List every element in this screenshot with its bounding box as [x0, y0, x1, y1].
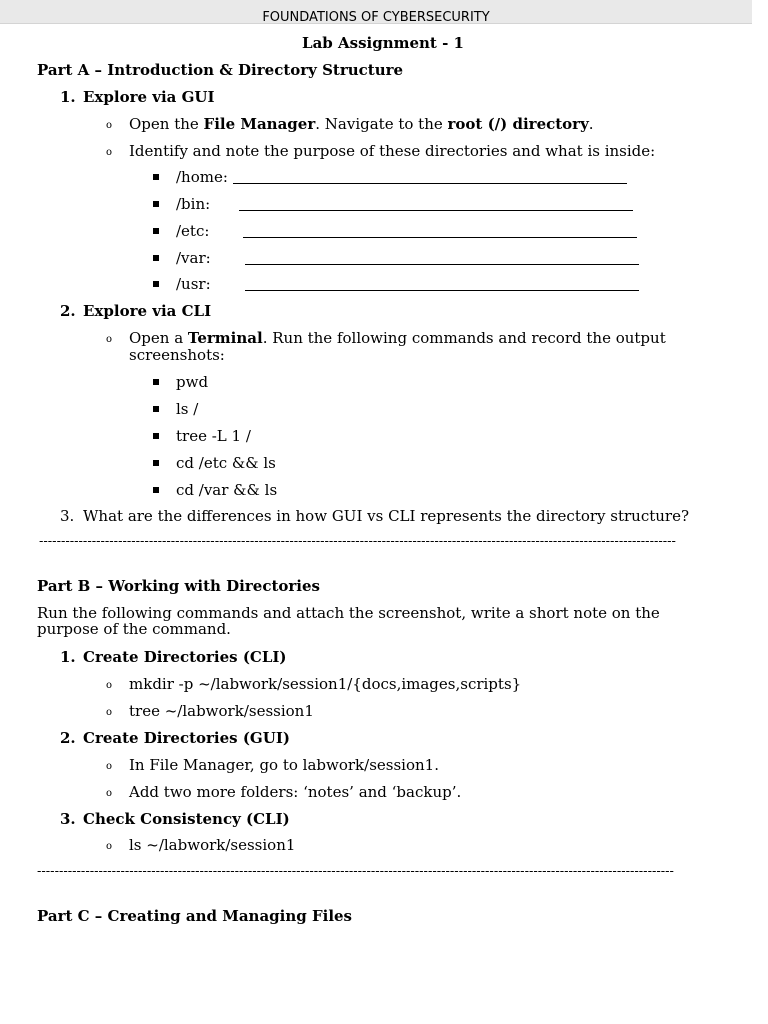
square-bullet-icon: [153, 487, 159, 493]
answer-blank: [243, 224, 637, 238]
section-separator: -------------------------------------------------------------------------------------------------------------------------------------------------: [39, 534, 676, 549]
answer-blank: [245, 251, 639, 265]
part-c-heading: Part C – Creating and Managing Files: [37, 907, 352, 925]
document-header: [0, 0, 752, 24]
circle-bullet-icon: o: [106, 334, 113, 345]
answer-blank: [245, 277, 639, 291]
dir-item-var: /var:: [153, 249, 639, 267]
part-b-item-1: [60, 648, 287, 666]
square-bullet-icon: [153, 255, 159, 261]
part-a-heading: Part A – Introduction & Directory Structure: [37, 61, 404, 79]
part-b-item-3-num: 3.: [60, 810, 76, 828]
dir-item-home: /home:: [153, 168, 627, 186]
part-b-item-3: [60, 810, 290, 828]
part-b-heading: Part B – Working with Directories: [37, 577, 320, 595]
square-bullet-icon: [153, 460, 159, 466]
part-b-item-3-label: Check Consistency (CLI): [83, 810, 290, 828]
square-bullet-icon: [153, 228, 159, 234]
bullet-open-file-manager: o Open the File Manager. Navigate to the root (/) directory.: [106, 115, 594, 133]
part-a-item-1-label: Explore via GUI: [83, 88, 215, 106]
cmd-item: o mkdir -p ~/labwork/session1/{docs,images,scripts}: [106, 675, 522, 693]
dir-item-usr: /usr:: [153, 275, 639, 293]
square-bullet-icon: [153, 174, 159, 180]
cmd-item: o ls ~/labwork/session1: [106, 836, 296, 854]
part-b-intro: Run the following commands and attach the screenshot, write a short note on the purpose of the command.: [37, 604, 660, 638]
circle-bullet-icon: o: [106, 707, 113, 718]
answer-blank: [233, 170, 627, 184]
part-b-item-2-num: 2.: [60, 729, 76, 747]
part-a-item-2-num: 2.: [60, 302, 76, 320]
bullet-open-terminal-cont: screenshots:: [129, 346, 225, 364]
circle-bullet-icon: o: [106, 761, 113, 772]
dir-item-bin: /bin:: [153, 195, 633, 213]
square-bullet-icon: [153, 379, 159, 385]
cmd-item: ls /: [153, 400, 198, 418]
circle-bullet-icon: o: [106, 147, 113, 158]
part-a-item-1: [60, 88, 215, 106]
step-item: o In File Manager, go to labwork/session1.: [106, 756, 439, 774]
part-b-item-2-label: Create Directories (GUI): [83, 729, 290, 747]
circle-bullet-icon: o: [106, 788, 113, 799]
cmd-item: pwd: [153, 373, 208, 391]
cmd-item: tree -L 1 /: [153, 427, 251, 445]
bullet-identify-directories: o Identify and note the purpose of these directories and what is inside:: [106, 142, 656, 160]
square-bullet-icon: [153, 201, 159, 207]
bullet-open-terminal: o Open a Terminal. Run the following commands and record the output: [106, 329, 666, 347]
cmd-item: o tree ~/labwork/session1: [106, 702, 314, 720]
lab-title: Lab Assignment - 1: [302, 34, 464, 52]
part-a-item-2-label: Explore via CLI: [83, 302, 212, 320]
part-b-item-1-num: 1.: [60, 648, 76, 666]
circle-bullet-icon: o: [106, 680, 113, 691]
circle-bullet-icon: o: [106, 841, 113, 852]
square-bullet-icon: [153, 433, 159, 439]
part-b-item-1-label: Create Directories (CLI): [83, 648, 287, 666]
square-bullet-icon: [153, 281, 159, 287]
part-a-item-1-num: 1.: [60, 88, 76, 106]
part-a-item-2: [60, 302, 211, 320]
part-b-item-2: [60, 729, 290, 747]
square-bullet-icon: [153, 406, 159, 412]
cmd-item: cd /var && ls: [153, 481, 277, 499]
answer-blank: [239, 197, 633, 211]
circle-bullet-icon: o: [106, 120, 113, 131]
cmd-item: cd /etc && ls: [153, 454, 276, 472]
section-separator: -------------------------------------------------------------------------------------------------------------------------------------------------: [37, 864, 674, 879]
dir-item-etc: /etc:: [153, 222, 637, 240]
step-item: o Add two more folders: ‘notes’ and ‘backup’.: [106, 783, 462, 801]
part-a-item-3-num: 3.: [60, 507, 75, 525]
part-a-item-3: [60, 507, 689, 525]
part-a-item-3-text: What are the differences in how GUI vs CLI represents the directory structure?: [83, 507, 690, 525]
header-text: FOUNDATIONS OF CYBERSECURITY: [262, 10, 490, 24]
